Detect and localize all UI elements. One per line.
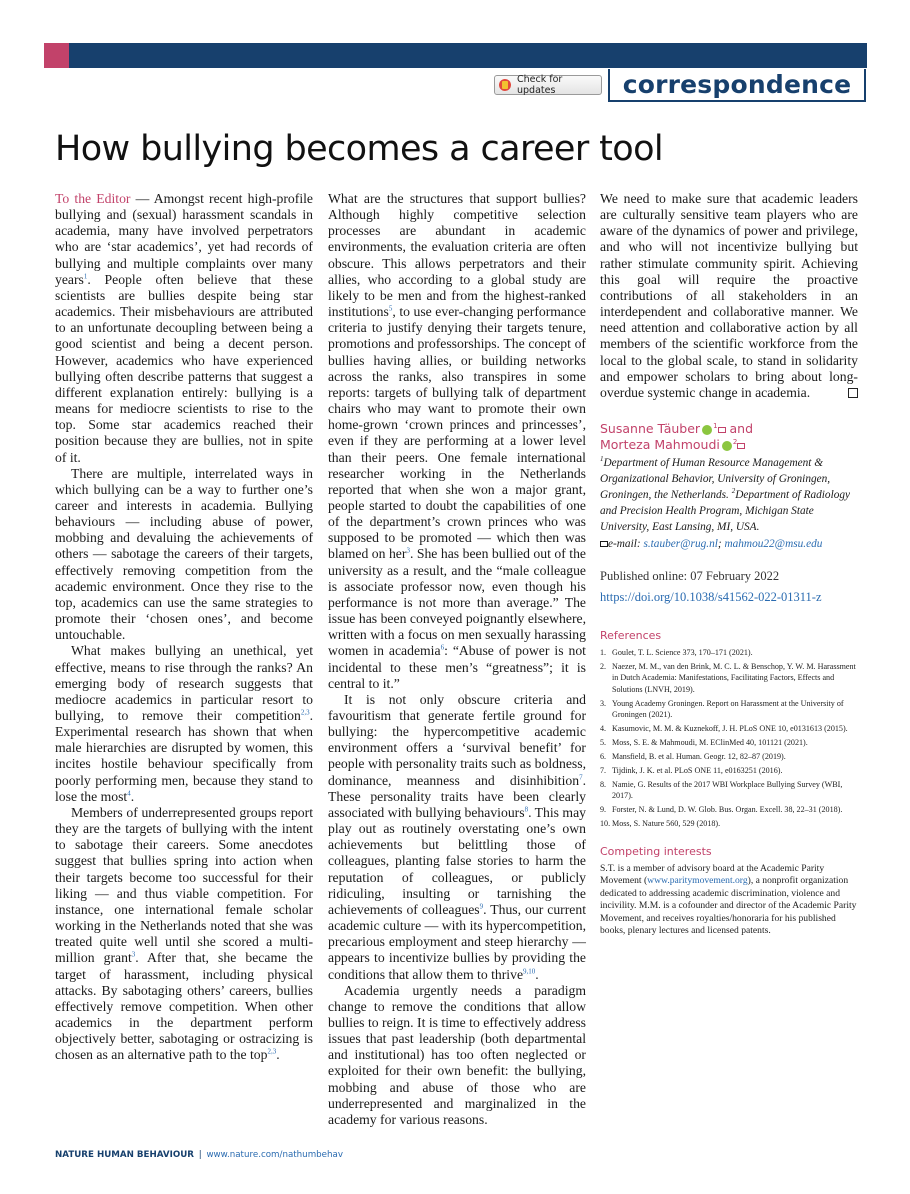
paragraph-7: Academia urgently needs a paradigm change to remove the conditions that allow bullies to reign. It is time to effectively address issues that past leadership (both departmental and institutional) has too often neglected or exploited for their own benefit: the bullying, mobbing and abuse of those who are underrepresented and marginalized in the academy for various reasons. <box>328 982 586 1127</box>
paragraph-3: What makes bullying an unethical, yet effective, means to rise through the ranks? An emerging body of research suggests that mediocre academics in particular resort to bullying, to remove their competition$^{2,3}$. Experimental research has shown that when male hierarchies are disrupted by women, this incites hostile behaviour specifically from poorly performing men, because they stand to lose the most$^4$. <box>55 643 313 804</box>
reference-text: Goulet, T. L. Science 373, 170–171 (2021). <box>612 647 753 657</box>
column-1 <box>55 191 313 1063</box>
reference-text: Moss, S. Nature 560, 529 (2018). <box>612 819 721 829</box>
reference-item <box>600 647 858 658</box>
email-icon <box>600 541 608 547</box>
reference-text: Forster, N. & Lund, D. W. Glob. Bus. Organ. Excell. 38, 22–31 (2018). <box>612 805 843 815</box>
page-footer: NATURE HUMAN BEHAVIOUR | www.nature.com/nathumbehav <box>55 1150 343 1160</box>
journal-url[interactable]: www.nature.com/nathumbehav <box>206 1150 343 1160</box>
reference-number: 8. <box>600 779 607 789</box>
reference-item <box>600 737 858 748</box>
ref-link[interactable]: 7 <box>579 773 583 782</box>
reference-text: Naezer, M. M., van den Brink, M. C. L. & Benschop, Y. W. M. Harassment in Dutch Academia: Manifestations, Facilitating Factors, Effects and Solutions (LNVH, 2019). <box>612 661 856 694</box>
reference-text: Mansfield, B. et al. Human. Geogr. 12, 82–87 (2019). <box>612 751 786 761</box>
orcid-icon[interactable] <box>722 441 732 451</box>
top-banner-bar <box>69 43 867 68</box>
lead-text: To the Editor <box>55 191 131 206</box>
ref-link[interactable]: 1 <box>83 272 88 281</box>
reference-number: 4. <box>600 723 607 733</box>
end-of-article-icon <box>848 388 858 398</box>
references-heading: References <box>600 628 662 642</box>
orcid-icon[interactable] <box>702 425 712 435</box>
reference-number: 10. <box>600 819 611 829</box>
reference-item <box>600 765 858 776</box>
paragraph-2: There are multiple, interrelated ways in which bullying can be a way to further one’s career and interests in academia. Bullying behaviours — including abuse of power, mobbing and devaluing the achievements of others — sabotage the careers of their targets, effectively removing competition from the academic environment. Once they rise to the top, academics can use the same strategies to promote their ‘chosen ones’, and become untouchable. <box>55 465 313 643</box>
reference-number: 2. <box>600 661 607 671</box>
section-label: correspondence <box>622 70 852 99</box>
affiliations: $^1$Department of Human Resource Management & Organizational Behavior, University of Groningen, Groningen, the Netherlands. $^2$Department of Radiology and Precision Health Program, Michigan State University, East Lansing, MI, USA. e-mail: s.tauber@rug.nl; mahmou22@msu.edu <box>600 455 851 550</box>
paragraph-1: To the Editor — Amongst recent high-profile bullying and (sexual) harassment scandals in academia, many have involved perpetrators who are ‘star academics’, yet had records of bullying and multiple complaints over many years$^1$. People often believe that these scientists are bullies despite being star academics. Their misbehaviours are attributed to an unfortunate decoupling between being a good scientist and being a decent person. However, academics who have experienced bullying often describe patterns that suggest a different explanation entirely: bullying is a means for mediocre scientists to rise to the top. Some star academics reached their position because they are bullies, not in spite of it. <box>55 191 313 465</box>
reference-number: 7. <box>600 765 607 775</box>
ref-link[interactable]: 5 <box>388 304 393 313</box>
author-1[interactable]: Susanne Täuber <box>600 421 701 437</box>
top-accent-block <box>44 43 69 68</box>
reference-text: Tijdink, J. K. et al. PLoS ONE 11, e0163251 (2016). <box>612 765 783 775</box>
crossmark-icon <box>499 79 511 91</box>
reference-number: 9. <box>600 805 607 815</box>
reference-text: Namie, G. Results of the 2017 WBI Workplace Bullying Survey (WBI, 2017). <box>612 779 843 801</box>
reference-item <box>600 818 858 829</box>
author-list <box>600 421 858 453</box>
section-header <box>608 69 866 102</box>
ref-link[interactable]: 8 <box>524 805 529 814</box>
published-date: Published online: 07 February 2022 <box>600 568 780 583</box>
reference-list <box>600 647 858 830</box>
reference-text: Kasumovic, M. M. & Kuznekoff, J. H. PLoS ONE 10, e0131613 (2015). <box>612 723 848 733</box>
affiliation-2: Department of Radiology and Precision Health Program, Michigan State University, East Lansing, MI, USA. <box>600 489 851 534</box>
paragraph-6: It is not only obscure criteria and favouritism that generate fertile ground for bullying: the hypercompetitive academic environment offers a ‘survival benefit’ for people with personality traits such as boldness, dominance, meanness and disinhibition$^7$. These personality traits have been clearly associated with bullying behaviours$^8$. This may play out as routinely overstating one’s own achievements but belittling those of colleagues, planting false stories to harm the reputation of colleagues, or publicly ridiculing, insulting or tarnishing the achievements of colleagues$^9$. Thus, our current academic culture — with its hypercompetition, precarious employment and steep hierarchy — appears to incentivize bullies by providing the conditions that allow them to thrive$^{9,10}$. <box>328 691 586 982</box>
ref-link[interactable]: 9,10 <box>523 966 536 975</box>
column-3 <box>600 191 858 937</box>
ref-link[interactable]: 3 <box>131 950 136 959</box>
affiliation-mark: 2 <box>732 437 738 446</box>
competing-interests-heading: Competing interests <box>600 844 712 858</box>
reference-number: 6. <box>600 751 607 761</box>
ref-link[interactable]: 6 <box>440 643 445 652</box>
parity-movement-link[interactable]: www.paritymovement.org <box>647 875 748 887</box>
column-2 <box>328 191 586 1128</box>
reference-text: Moss, S. E. & Mahmoudi, M. EClinMed 40, 101121 (2021). <box>612 737 808 747</box>
email-icon[interactable] <box>718 427 726 433</box>
check-for-updates-button[interactable] <box>494 75 602 95</box>
reference-number: 3. <box>600 698 607 708</box>
affiliation-mark: 1 <box>713 421 718 430</box>
reference-text: Young Academy Groningen. Report on Harassment at the University of Groningen (2021). <box>612 698 844 719</box>
paragraph-5: What are the structures that support bullies? Although highly competitive selection processes are abundant in academic environments, the evaluation criteria are often obscure. This allows perpetrators and their allies, who according to a global study are likely to be men and from the highest-ranked institutions$^5$, to use ever-changing performance criteria to justify denying their targets tenure, promotions and professorships. The concept of bullies having allies, or building networks across the ranks, also transpires in some reports: targets of bullying talk of department chairs who may want to promote their own home-grown ‘crown princes and princesses’, even if they are performing at a lower level than their peers. One female international researcher working in the Netherlands reported that when she won a major grant, people started to doubt the capabilities of one of the department’s crown princes who was supposed to be promoted — which then was blamed on her$^3$. She has been bullied out of the university as a result, and the “male colleague is associate professor now, even though his performance is not more than average.” The issue has been conveyed poignantly elsewhere, written with a focus on men sexually harassing women in academia$^6$: “Abuse of power is not incidental to these men’s “greatness”; it is central to it.” <box>328 191 587 691</box>
ref-link[interactable]: 3 <box>406 546 410 555</box>
and-label: and <box>725 421 754 437</box>
reference-item <box>600 751 858 762</box>
reference-item <box>600 779 858 802</box>
reference-item <box>600 723 858 734</box>
email-link-2[interactable]: mahmou22@msu.edu <box>724 537 823 550</box>
reference-item <box>600 804 858 815</box>
ref-link[interactable]: 4 <box>127 789 131 798</box>
email-label: e-mail: <box>608 537 644 550</box>
ref-link[interactable]: 2,3 <box>300 708 310 717</box>
paragraph-4: Members of underrepresented groups report they are the targets of bullying with the intent to sabotage their careers. Some anecdotes suggest that bullies spring into action when their targets become too successful for their liking — and thus viable competition. For instance, one international female scholar working in the Netherlands noted that she was treated quite well until she scored a multi-million grant$^3$. After that, she became the target of harassment, including physical attacks. By sabotaging others’ careers, bullies effectively remove competition. When other academics in the department perform objectively better, sabotaging or ostracizing is chosen as an alternative path to the top$^{2,3}$. <box>55 804 313 1063</box>
ref-link[interactable]: 9 <box>479 902 484 911</box>
email-icon[interactable] <box>737 443 745 449</box>
author-2[interactable]: Morteza Mahmoudi <box>600 437 720 453</box>
check-for-updates-label: Check for updates <box>517 74 563 96</box>
reference-number: 5. <box>600 737 607 747</box>
reference-number: 1. <box>600 647 607 657</box>
competing-interests-text: S.T. is a member of advisory board at the Academic Parity Movement (www.paritymovement.org), a nonprofit organization dedicated to addressing academic discrimination, violence and incivility. M.M. is a cofounder and director of the Academic Parity Movement, and receives royalties/honoraria for his published books, plenary lectures and licensed patents. <box>600 862 857 936</box>
publication-info <box>600 566 858 608</box>
affiliation-1: Department of Human Resource Management & Organizational Behavior, University of Groningen, Groningen, the Netherlands. <box>600 457 831 502</box>
doi-link[interactable]: https://doi.org/10.1038/s41562-022-01311-z <box>600 589 822 604</box>
reference-item <box>600 698 858 721</box>
email-link-1[interactable]: s.tauber@rug.nl <box>643 537 718 550</box>
article-title: How bullying becomes a career tool <box>55 129 664 169</box>
paragraph-8: We need to make sure that academic leaders are culturally sensitive team players who are aware of the dynamics of power and privilege, and who will not incentivize bullying but rather stimulate community spirit. Achieving this goal will require the proactive contributions of all stakeholders in an interdependent and collaborative manner. We need attention and collaborative action by all members of the scientific workforce from the local to the global scale, to stand in solidarity and empower scholars to bring about long-overdue systemic change in academia. <box>600 191 858 400</box>
ref-link[interactable]: 2,3 <box>267 1047 277 1056</box>
journal-name: NATURE HUMAN BEHAVIOUR <box>55 1150 194 1160</box>
reference-item <box>600 661 858 695</box>
